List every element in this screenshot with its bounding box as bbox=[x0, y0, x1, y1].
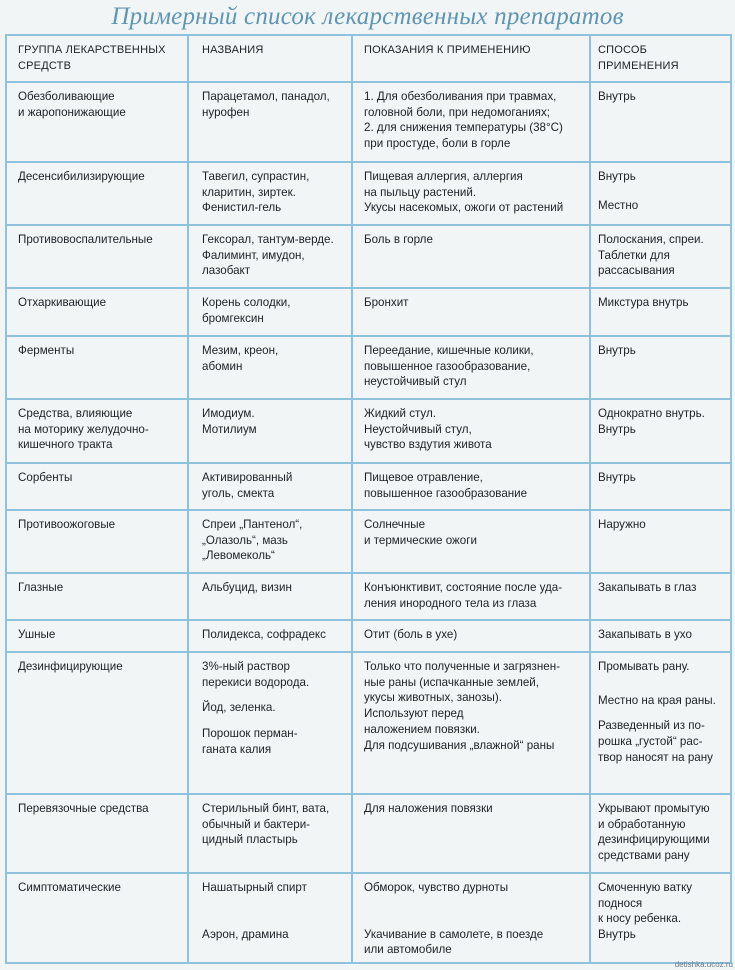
cell-text-line: средствами рану bbox=[598, 849, 690, 863]
header-indications bbox=[352, 35, 590, 82]
cell-text-line: абомин bbox=[202, 359, 243, 373]
cell-text-line: к носу ребенка. bbox=[598, 912, 682, 926]
indications-cell bbox=[352, 225, 590, 288]
cell-text-line: Солнечные bbox=[364, 518, 426, 531]
cell-text-line: ПРИМЕНЕНИЯ bbox=[598, 59, 679, 72]
cell-text-line: Для наложения повязки bbox=[364, 802, 493, 815]
group-cell bbox=[6, 794, 188, 873]
cell-text-line: Ферменты bbox=[18, 344, 75, 357]
cell-text-line: Закапывать в глаз bbox=[598, 581, 697, 594]
cell-text-line: на пыльцу растений. bbox=[364, 185, 477, 199]
cell-text-line: Обморок, чувство дурноты bbox=[364, 881, 509, 894]
cell-text-line: Полидекса, софрадекс bbox=[202, 628, 326, 641]
cell-text-line: Нашатырный спирт bbox=[202, 881, 307, 894]
cell-text-line: Симптоматические bbox=[18, 881, 121, 894]
indications-cell bbox=[352, 573, 590, 620]
cell-text-line: Имодиум. bbox=[202, 407, 255, 420]
cell-text-line: Порошок перман- bbox=[202, 727, 298, 741]
names-cell bbox=[188, 873, 352, 963]
cell-text-line: Отит (боль в ухе) bbox=[364, 628, 458, 641]
cell-text-line: Однократно внутрь. bbox=[598, 407, 705, 420]
cell-text-line: при простуде, боли в горле bbox=[364, 137, 511, 151]
cell-text-line: ления инородного тела из глаза bbox=[364, 596, 537, 610]
cell-text-line: Внутрь bbox=[598, 928, 636, 942]
cell-text-line: головной боли, при недомоганиях; bbox=[364, 105, 550, 119]
cell-text-line: НАЗВАНИЯ bbox=[202, 44, 264, 56]
cell-text-line: Противоожоговые bbox=[18, 518, 116, 531]
method-cell bbox=[590, 82, 731, 162]
cell-text-line: твор наносят на рану bbox=[598, 750, 713, 764]
cell-text-line: Дезинфицирующие bbox=[18, 660, 123, 673]
cell-text-line: Мотилиум bbox=[202, 422, 257, 436]
indications-cell bbox=[352, 399, 590, 463]
names-cell bbox=[188, 620, 352, 652]
cell-text-line: Местно bbox=[598, 198, 639, 212]
cell-text-line: Укрывают промытую bbox=[598, 802, 710, 815]
names-cell bbox=[188, 399, 352, 463]
cell-text-line: Разведенный из по- bbox=[598, 719, 705, 733]
cell-text-line: на моторику желудочно- bbox=[18, 422, 149, 436]
group-cell bbox=[6, 652, 188, 794]
cell-text-line: кларитин, зиртек. bbox=[202, 185, 296, 199]
table-row bbox=[6, 162, 731, 225]
cell-text-line: Корень солодки, bbox=[202, 296, 291, 309]
group-cell bbox=[6, 463, 188, 510]
cell-text-line: Жидкий стул. bbox=[364, 407, 436, 420]
names-cell bbox=[188, 463, 352, 510]
method-cell bbox=[590, 162, 731, 225]
cell-text-line: Спреи „Пантенол“, bbox=[202, 518, 303, 531]
cell-text-line: Только что полученные и загрязнен- bbox=[364, 660, 560, 673]
table-row bbox=[6, 463, 731, 510]
cell-text-line: Внутрь bbox=[598, 170, 636, 183]
table-row bbox=[6, 510, 731, 573]
header-group bbox=[6, 35, 188, 82]
cell-text-line: Внутрь bbox=[598, 471, 636, 484]
cell-text-line: Конъюнктивит, состояние после уда- bbox=[364, 581, 563, 594]
cell-text-line: укусы животных, занозы). bbox=[364, 691, 502, 705]
cell-text-line: поднося bbox=[598, 896, 643, 910]
cell-text-line: „Левомеколь“ bbox=[202, 549, 275, 563]
cell-text-line: 1. Для обезболивания при травмах, bbox=[364, 90, 557, 103]
cell-text-line: 2. для снижения температуры (38°С) bbox=[364, 121, 563, 135]
method-cell bbox=[590, 399, 731, 463]
cell-text-line: Используют перед bbox=[364, 707, 464, 721]
cell-text-line: Переедание, кишечные колики, bbox=[364, 344, 534, 357]
group-cell bbox=[6, 399, 188, 463]
table-row bbox=[6, 873, 731, 963]
group-cell bbox=[6, 82, 188, 162]
method-cell bbox=[590, 510, 731, 573]
cell-text-line: Противовоспалительные bbox=[18, 233, 153, 246]
cell-text-line: Гексорал, тантум-верде. bbox=[202, 233, 334, 246]
table-row bbox=[6, 225, 731, 288]
cell-text-line: перекиси водорода. bbox=[202, 675, 310, 689]
cell-text-line: и термические ожоги bbox=[364, 533, 477, 547]
cell-text-line: Бронхит bbox=[364, 296, 409, 309]
names-cell bbox=[188, 336, 352, 399]
cell-text-line: ганата калия bbox=[202, 742, 272, 756]
cell-text-line: Перевязочные средства bbox=[18, 802, 149, 815]
group-cell bbox=[6, 288, 188, 336]
table-row bbox=[6, 288, 731, 336]
cell-text-line: Смоченную ватку bbox=[598, 881, 693, 894]
cell-text-line: неустойчивый стул bbox=[364, 375, 467, 389]
indications-cell bbox=[352, 463, 590, 510]
cell-text-line: Промывать рану. bbox=[598, 660, 690, 673]
cell-text-line: нурофен bbox=[202, 105, 250, 119]
names-cell bbox=[188, 162, 352, 225]
cell-text-line: и жаропонижающие bbox=[18, 105, 126, 119]
cell-text-line: Таблетки для bbox=[598, 248, 670, 262]
names-cell bbox=[188, 225, 352, 288]
cell-text-line: Глазные bbox=[18, 581, 64, 594]
cell-text-line: и обработанную bbox=[598, 817, 686, 831]
indications-cell bbox=[352, 510, 590, 573]
cell-text-line: Ушные bbox=[18, 628, 56, 641]
cell-text-line: Обезболивающие bbox=[18, 90, 115, 103]
cell-text-line: или автомобиле bbox=[364, 943, 452, 957]
names-cell bbox=[188, 573, 352, 620]
cell-text-line: Пищевое отравление, bbox=[364, 471, 483, 484]
method-cell bbox=[590, 288, 731, 336]
names-cell bbox=[188, 510, 352, 573]
indications-cell bbox=[352, 288, 590, 336]
names-cell bbox=[188, 82, 352, 162]
cell-text-line: 3%-ный раствор bbox=[202, 660, 290, 673]
method-cell bbox=[590, 573, 731, 620]
cell-text-line: дезинфицирующими bbox=[598, 833, 710, 847]
indications-cell bbox=[352, 794, 590, 873]
cell-text-line: Наружно bbox=[598, 518, 646, 531]
cell-text-line: бромгексин bbox=[202, 311, 264, 325]
group-cell bbox=[6, 573, 188, 620]
header-names bbox=[188, 35, 352, 82]
cell-text-line: Пищевая аллергия, аллергия bbox=[364, 170, 523, 183]
cell-text-line: Мезим, креон, bbox=[202, 344, 279, 357]
names-cell bbox=[188, 794, 352, 873]
cell-text-line: Боль в горле bbox=[364, 233, 433, 246]
names-cell bbox=[188, 288, 352, 336]
cell-text-line: Десенсибилизирующие bbox=[18, 170, 145, 183]
cell-text-line: Аэрон, драмина bbox=[202, 927, 289, 941]
medicines-table bbox=[5, 34, 732, 964]
cell-text-line: рошка „густой“ рас- bbox=[598, 735, 703, 749]
cell-text-line: цидный пластырь bbox=[202, 833, 298, 847]
header-method bbox=[590, 35, 731, 82]
cell-text-line: Сорбенты bbox=[18, 471, 73, 484]
cell-text-line: Отхаркивающие bbox=[18, 296, 107, 309]
cell-text-line: ПОКАЗАНИЯ К ПРИМЕНЕНИЮ bbox=[364, 44, 531, 56]
cell-text-line: Укусы насекомых, ожоги от растений bbox=[364, 201, 564, 215]
method-cell bbox=[590, 463, 731, 510]
indications-cell bbox=[352, 336, 590, 399]
method-cell bbox=[590, 620, 731, 652]
cell-text-line: Средства, влияющие bbox=[18, 407, 133, 420]
cell-text-line: кишечного тракта bbox=[18, 438, 113, 452]
cell-text-line: Внутрь bbox=[598, 90, 636, 103]
cell-text-line: Внутрь bbox=[598, 422, 636, 436]
table-header-row bbox=[6, 35, 731, 82]
cell-text-line: Местно на края раны. bbox=[598, 693, 716, 707]
group-cell bbox=[6, 620, 188, 652]
table-row bbox=[6, 794, 731, 873]
cell-text-line: „Олазоль“, мазь bbox=[202, 533, 288, 547]
cell-text-line: Тавегил, супрастин, bbox=[202, 170, 310, 183]
indications-cell bbox=[352, 162, 590, 225]
method-cell bbox=[590, 225, 731, 288]
table-row bbox=[6, 82, 731, 162]
cell-text-line: Полоскания, спреи. bbox=[598, 233, 704, 246]
cell-text-line: Микстура внутрь bbox=[598, 296, 689, 309]
group-cell bbox=[6, 162, 188, 225]
cell-text-line: повышенное газообразование, bbox=[364, 359, 531, 373]
table-row bbox=[6, 620, 731, 652]
table-row bbox=[6, 399, 731, 463]
table-row bbox=[6, 652, 731, 794]
method-cell bbox=[590, 652, 731, 794]
indications-cell bbox=[352, 82, 590, 162]
watermark-url: detishka.ucoz.ru bbox=[674, 960, 733, 969]
indications-cell bbox=[352, 652, 590, 794]
method-cell bbox=[590, 794, 731, 873]
cell-text-line: чувство вздутия живота bbox=[364, 438, 492, 452]
cell-text-line: Фалиминт, имудон, bbox=[202, 248, 305, 262]
names-cell bbox=[188, 652, 352, 794]
cell-text-line: Неустойчивый стул, bbox=[364, 422, 472, 436]
cell-text-line: Стерильный бинт, вата, bbox=[202, 802, 330, 815]
cell-text-line: СРЕДСТВ bbox=[18, 59, 72, 72]
group-cell bbox=[6, 873, 188, 963]
table-row bbox=[6, 573, 731, 620]
cell-text-line: Йод, зеленка. bbox=[202, 701, 276, 715]
cell-text-line: лазобакт bbox=[202, 264, 251, 278]
indications-cell bbox=[352, 873, 590, 963]
cell-text-line: ГРУППА ЛЕКАРСТВЕННЫХ bbox=[18, 44, 166, 56]
cell-text-line: Альбуцид, визин bbox=[202, 581, 292, 594]
cell-text-line: уголь, смекта bbox=[202, 486, 275, 500]
cell-text-line: наложением повязки. bbox=[364, 722, 480, 736]
cell-text-line: СПОСОБ bbox=[598, 44, 648, 56]
method-cell bbox=[590, 336, 731, 399]
table-row bbox=[6, 336, 731, 399]
cell-text-line: Парацетамол, панадол, bbox=[202, 90, 330, 103]
cell-text-line: Активированный bbox=[202, 471, 293, 484]
cell-text-line: Фенистил-гель bbox=[202, 201, 282, 215]
cell-text-line: Для подсушивания „влажной“ раны bbox=[364, 738, 555, 752]
cell-text-line: обычный и бактери- bbox=[202, 817, 311, 831]
indications-cell bbox=[352, 620, 590, 652]
method-cell bbox=[590, 873, 731, 963]
group-cell bbox=[6, 225, 188, 288]
cell-text-line: Закапывать в ухо bbox=[598, 628, 692, 641]
group-cell bbox=[6, 510, 188, 573]
group-cell bbox=[6, 336, 188, 399]
page-title: Примерный список лекарственных препаратов bbox=[111, 3, 624, 30]
cell-text-line: Внутрь bbox=[598, 344, 636, 357]
cell-text-line: повышенное газообразование bbox=[364, 486, 528, 500]
cell-text-line: ные раны (испачканные землей, bbox=[364, 675, 539, 689]
cell-text-line: рассасывания bbox=[598, 264, 675, 278]
cell-text-line: Укачивание в самолете, в поезде bbox=[364, 927, 544, 941]
